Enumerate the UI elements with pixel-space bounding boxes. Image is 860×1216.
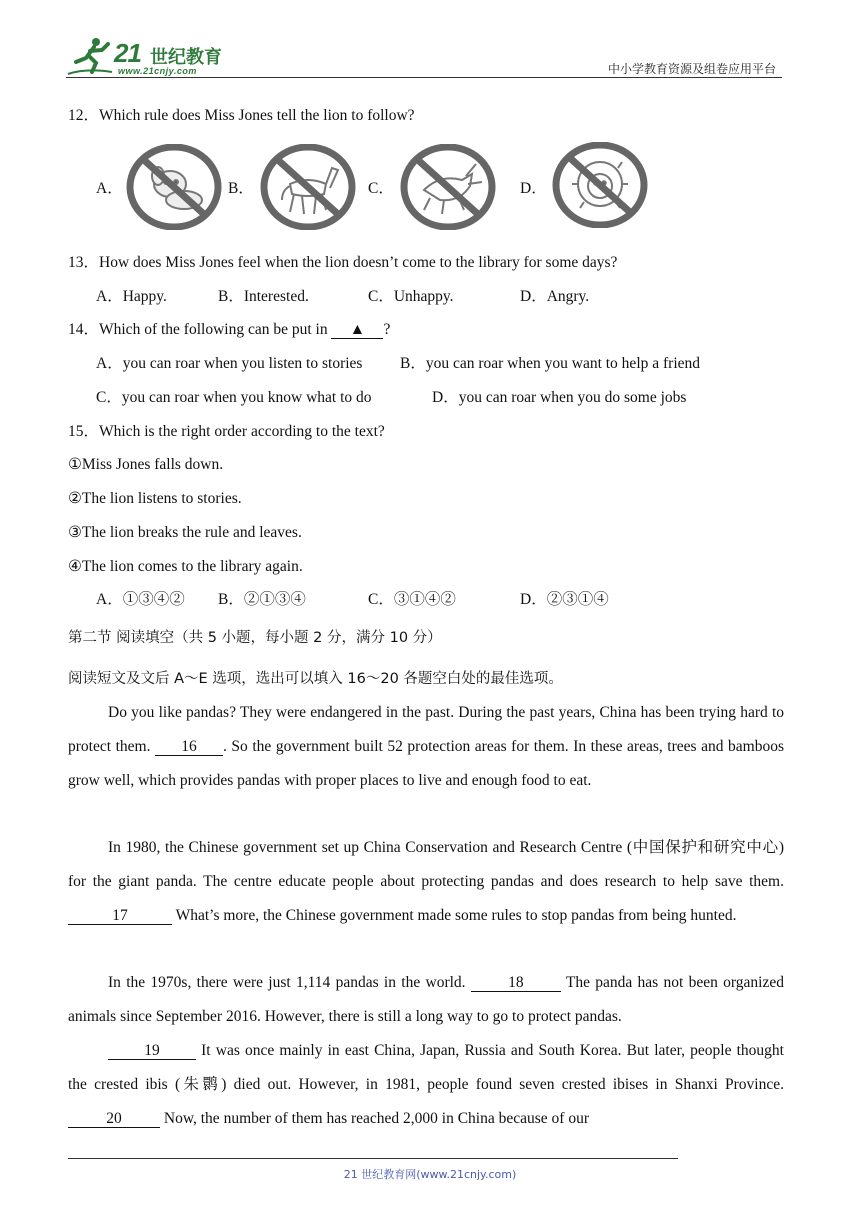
q14-option-b: B．you can roar when you want to help a friend (400, 355, 701, 372)
q12-option-b-image (260, 144, 356, 230)
no-lion-icon (552, 142, 648, 228)
page-header (66, 36, 782, 78)
no-dog-icon (126, 144, 222, 230)
q14-option-d: D．you can roar when you do some jobs (432, 389, 687, 406)
p4-text-b: Now, the number of them has reached 2,000 in China because of our (160, 1109, 589, 1127)
logo (66, 36, 226, 78)
footer-text[interactable]: 21 世纪教育网(www.21cnjy.com) (343, 1168, 517, 1181)
q15-stem: 15．Which is the right order according to the text? (68, 423, 385, 440)
q14-option-a: A．you can roar when you listen to stories (96, 355, 363, 372)
q15-item-2: ②The lion listens to stories. (68, 490, 242, 507)
passage-paragraph-1 (68, 696, 784, 797)
p2-text-b: What’s more, the Chinese government made some rules to stop pandas from being hunted. (172, 906, 737, 924)
q12-option-d-image (552, 142, 648, 228)
q12-option-a-image (126, 144, 222, 230)
q12-option-b-letter: B． (228, 180, 254, 197)
passage-paragraph-4 (68, 1034, 784, 1135)
q13-stem: 13．How does Miss Jones feel when the lion doesn’t come to the library for some days? (68, 254, 618, 271)
q12-option-d-letter: D． (520, 180, 547, 197)
q12-option-c-letter: C． (368, 180, 394, 197)
q14-stem-text: 14．Which of the following can be put in (68, 321, 332, 338)
q15-option-c: C．③①④② (368, 591, 456, 608)
q15-item-1: ①Miss Jones falls down. (68, 456, 224, 473)
blank-20: 20 (68, 1111, 160, 1128)
no-horse-icon (260, 144, 356, 230)
no-animal-icon (400, 144, 496, 230)
q14-stem (68, 320, 390, 340)
q15-item-4: ④The lion comes to the library again. (68, 558, 303, 575)
header-divider (66, 77, 782, 78)
q14-option-c: C．you can roar when you know what to do (96, 389, 372, 406)
p1-text-b: . So the government built 52 protection areas for them. In these areas, trees and bamboos grow well, which provides pandas with proper places to live and enough food to eat. (68, 737, 784, 789)
q13-option-a: A．Happy. (96, 288, 167, 305)
q12-option-a-letter: A． (96, 180, 123, 197)
p1-text-a: Do you like pandas? They were endangered in the past. During the past years, China has been trying hard to protect them. (68, 704, 784, 755)
section-title: 第二节 阅读填空（共 5 小题，每小题 2 分，满分 10 分） (68, 630, 442, 646)
blank-19: 19 (108, 1043, 196, 1060)
blank-16: 16 (155, 739, 223, 756)
header-platform-text: 中小学教育资源及组卷应用平台 (607, 62, 776, 76)
q12-stem: 12．Which rule does Miss Jones tell the lion to follow? (68, 107, 415, 124)
q13-option-b: B．Interested. (218, 288, 309, 305)
q15-option-d: D．②③①④ (520, 591, 609, 608)
logo-url: www.21cnjy.com (118, 66, 197, 76)
q13-option-d: D．Angry. (520, 288, 590, 305)
section-instruction: 阅读短文及文后 A～E 选项，选出可以填入 16～20 各题空白处的最佳选项。 (68, 671, 563, 687)
p2-text-a: In 1980, the Chinese government set up China Conservation and Research Centre (中国保护和研究中心) for the giant panda. The centre educate people about protecting pandas and does research to help save them. (68, 839, 784, 890)
q15-item-3: ③The lion breaks the rule and leaves. (68, 524, 302, 541)
q15-option-a: A．①③④② (96, 591, 185, 608)
passage-paragraph-3 (68, 966, 784, 1034)
footer-divider (68, 1158, 678, 1159)
passage-paragraph-2 (68, 831, 784, 932)
q12-option-c-image (400, 144, 496, 230)
blank-17: 17 (68, 908, 172, 925)
logo-number: 21 (114, 38, 141, 68)
q13-option-c: C．Unhappy. (368, 288, 454, 305)
blank-18: 18 (471, 975, 561, 992)
p4-text-a: It was once mainly in east China, Japan, Russia and South Korea. But later, people thought the crested ibis (朱鹮) died out. However, in 1981, people found seven crested ibises in Shanxi Province. (68, 1042, 784, 1093)
p3-text-b: The panda has not been organized animals since September 2016. However, there is still a long way to go to protect pandas. (68, 974, 784, 1025)
q15-option-b: B．②①③④ (218, 591, 306, 608)
runner-logo-icon (66, 36, 114, 76)
q14-blank: ▲ (331, 322, 383, 339)
q14-stem-end: ? (383, 321, 391, 338)
logo-title: 世纪教育 (150, 47, 222, 68)
p3-text-a: In the 1970s, there were just 1,114 pandas in the world. (108, 974, 471, 991)
